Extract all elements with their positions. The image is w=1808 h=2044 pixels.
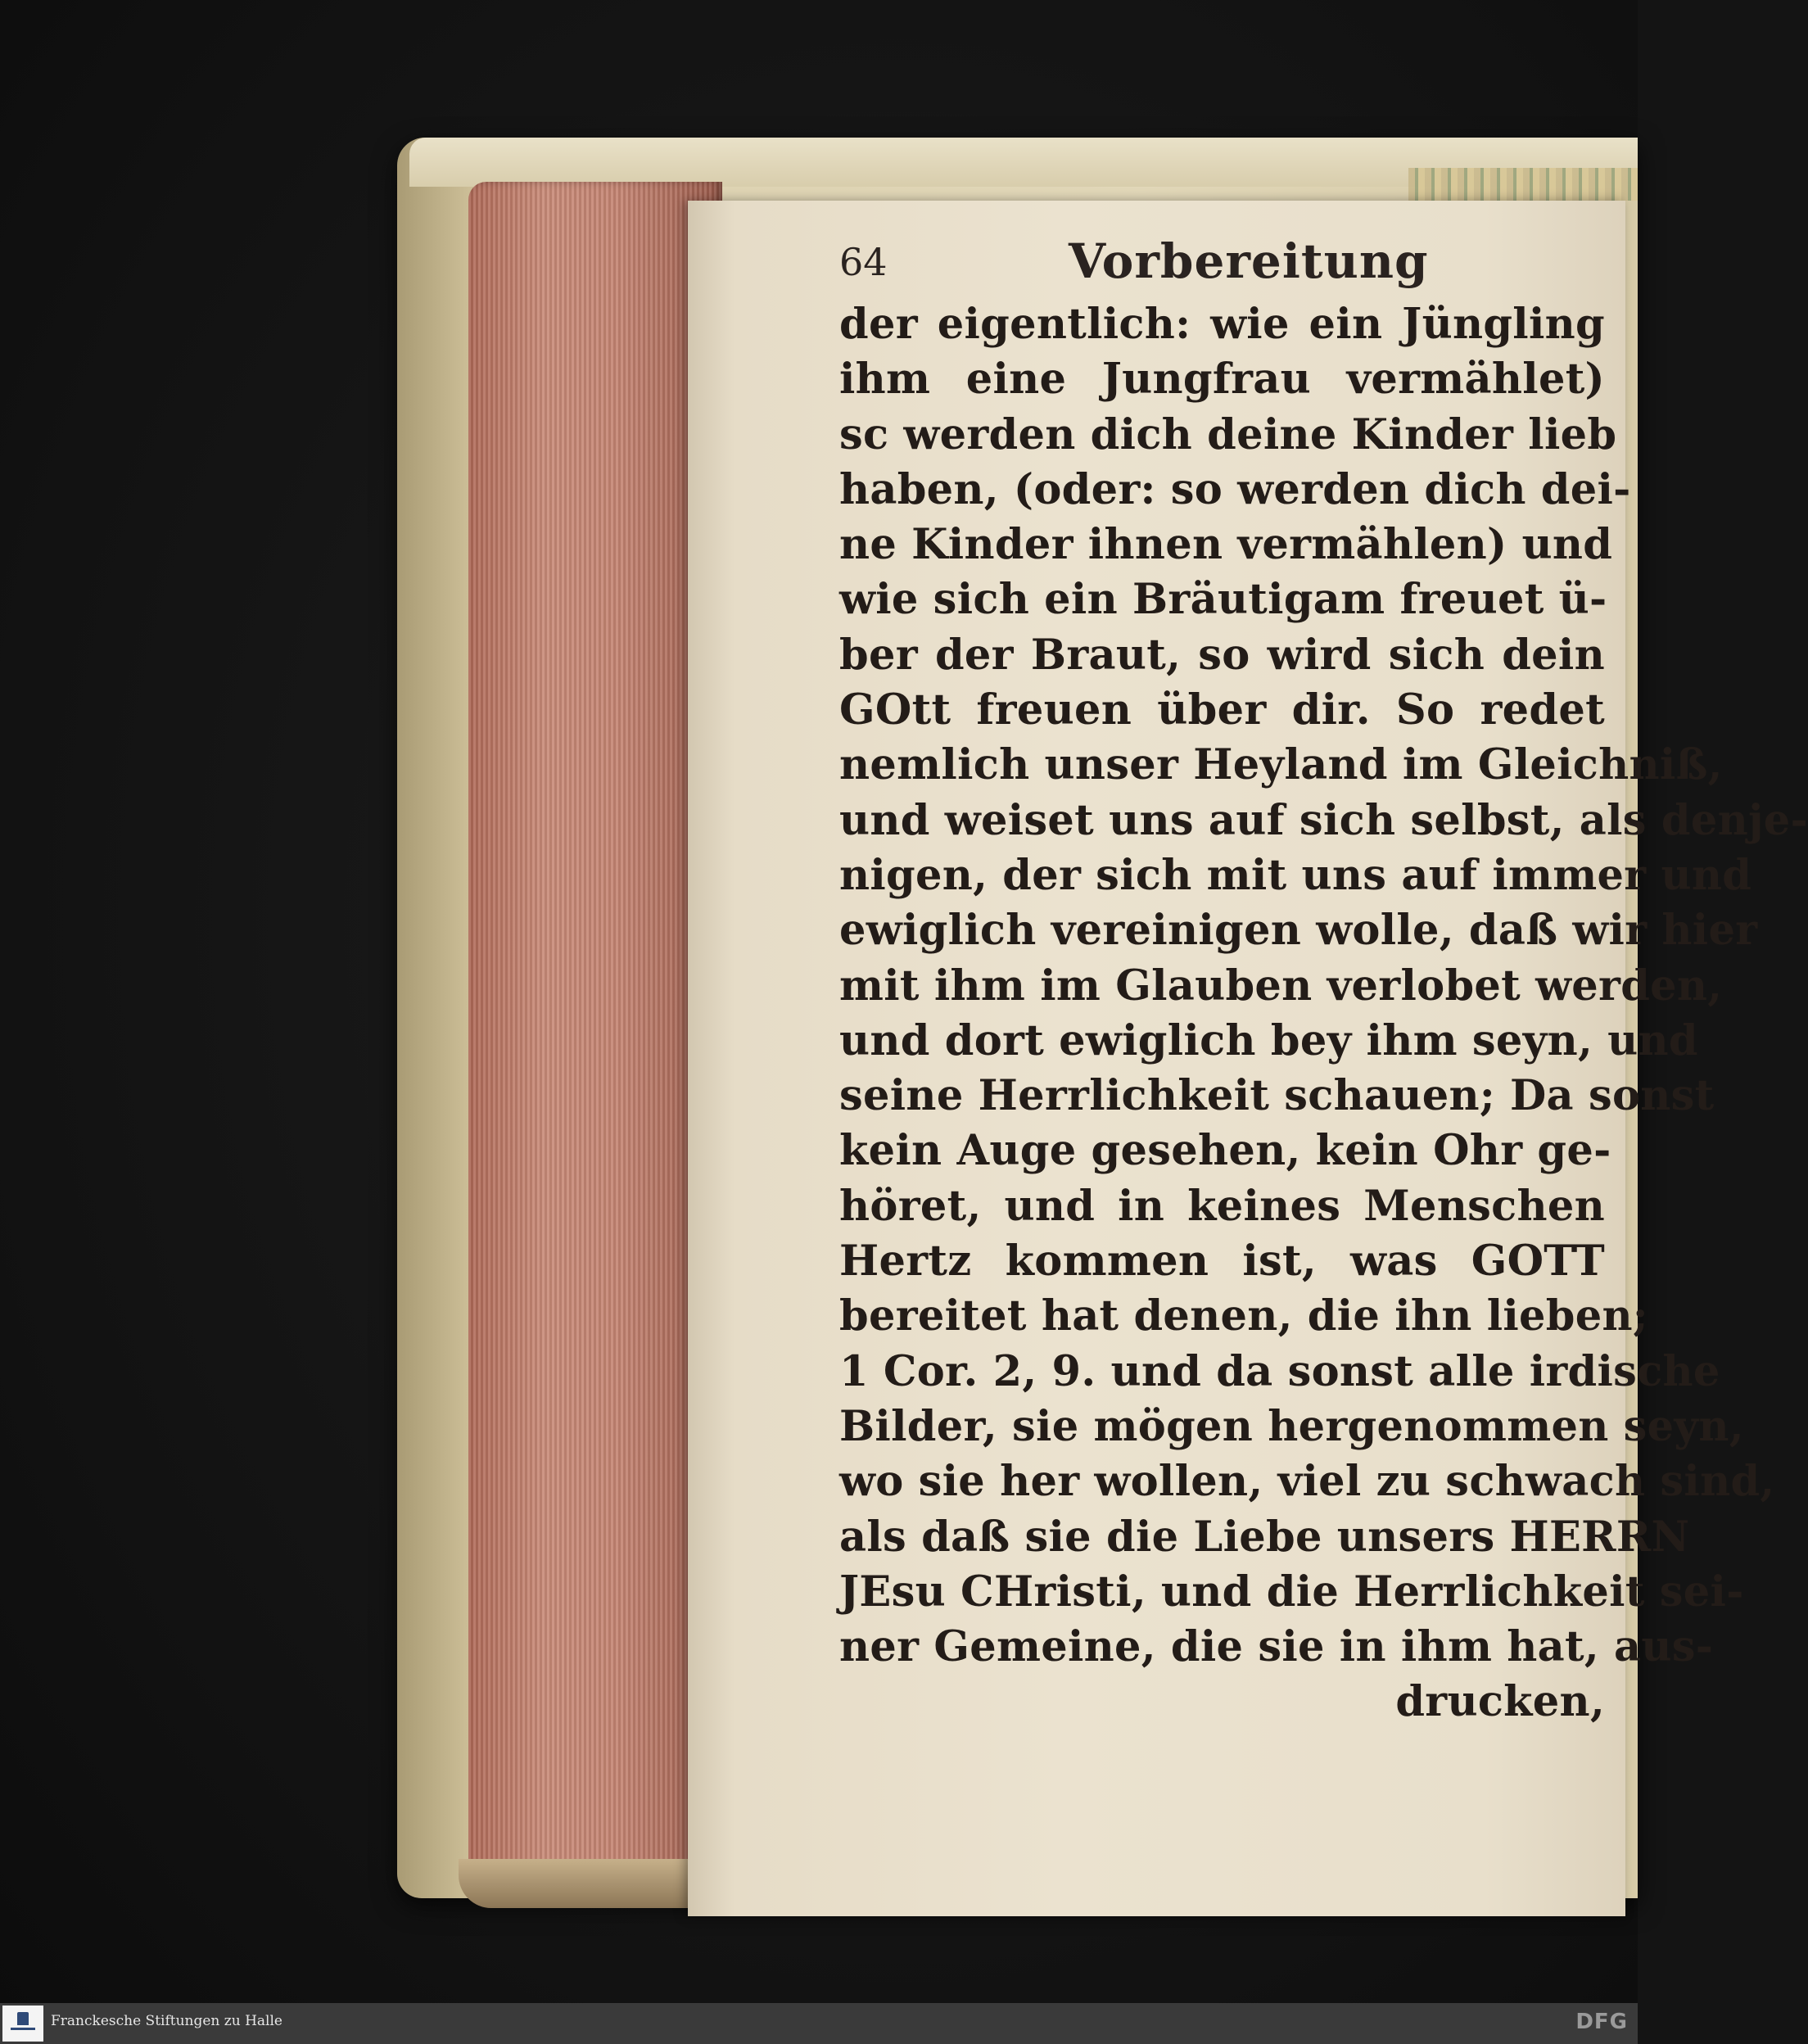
text-line: nemlich unser Heyland im Gleichniß, [839, 740, 1723, 790]
running-head: Vorbereitung [1069, 233, 1429, 289]
text-line: und weiset uns auf sich selbst, als denje- [839, 795, 1808, 845]
text-line: nigen, der sich mit uns auf immer und [839, 850, 1752, 900]
text-line: wo sie her wollen, viel zu schwach sind, [839, 1457, 1775, 1507]
text-line: Bilder, sie mögen hergenommen seyn, [839, 1401, 1744, 1451]
institution-name[interactable]: Franckesche Stiftungen zu Halle [51, 2013, 282, 2029]
text-line: 1 Cor. 2, 9. und da sonst alle irdische [839, 1346, 1720, 1396]
text-line: höret, und in keines Menschen [839, 1181, 1605, 1231]
page-block-edge [468, 182, 722, 1877]
text-line: ewiglich vereinigen wolle, daß wir hier [839, 906, 1758, 956]
text-line: ne Kinder ihnen vermählen) und [839, 520, 1613, 570]
text-line: Hertz kommen ist, was GOTT [839, 1237, 1605, 1287]
text-line: seine Herrlichkeit schauen; Da sonst [839, 1071, 1715, 1121]
text-line: bereitet hat denen, die ihn lieben; [839, 1291, 1649, 1341]
text-line: ber der Braut, so wird sich dein [839, 630, 1605, 680]
text-line: ihm eine Jungfrau vermählet) [839, 355, 1605, 405]
text-line: als daß sie die Liebe unsers HERRN [839, 1512, 1690, 1562]
book-page [688, 201, 1808, 1916]
text-line: sc werden dich deine Kinder lieb [839, 409, 1617, 459]
text-line: der eigentlich: wie ein Jüngling [839, 300, 1605, 349]
building-base-icon [11, 2028, 35, 2030]
text-line: ner Gemeine, die sie in ihm hat, aus- [839, 1622, 1714, 1672]
book-headband [1408, 168, 1638, 201]
text-line: wie sich ein Bräutigam freuet ü- [839, 575, 1607, 625]
viewer-footer [0, 2003, 1638, 2044]
text-line: haben, (oder: so werden dich dei- [839, 464, 1631, 514]
text-line: kein Auge gesehen, kein Ohr ge- [839, 1126, 1611, 1176]
page-header [839, 233, 1605, 295]
text-line: mit ihm im Glauben verlobet werden, [839, 961, 1723, 1011]
building-icon [17, 2012, 29, 2025]
text-line: und dort ewiglich bey ihm seyn, und [839, 1015, 1698, 1065]
page-number: 64 [839, 240, 888, 284]
text-line: GOtt freuen über dir. So redet [839, 685, 1605, 735]
body-text [839, 297, 1808, 1730]
dfg-logo[interactable]: DFG [1575, 2010, 1628, 2034]
page-content [839, 233, 1808, 1888]
institution-logo-icon[interactable] [2, 2006, 43, 2042]
text-line: JEsu CHristi, und die Herrlichkeit sei- [839, 1567, 1744, 1617]
catchword: drucken, [1395, 1677, 1605, 1727]
